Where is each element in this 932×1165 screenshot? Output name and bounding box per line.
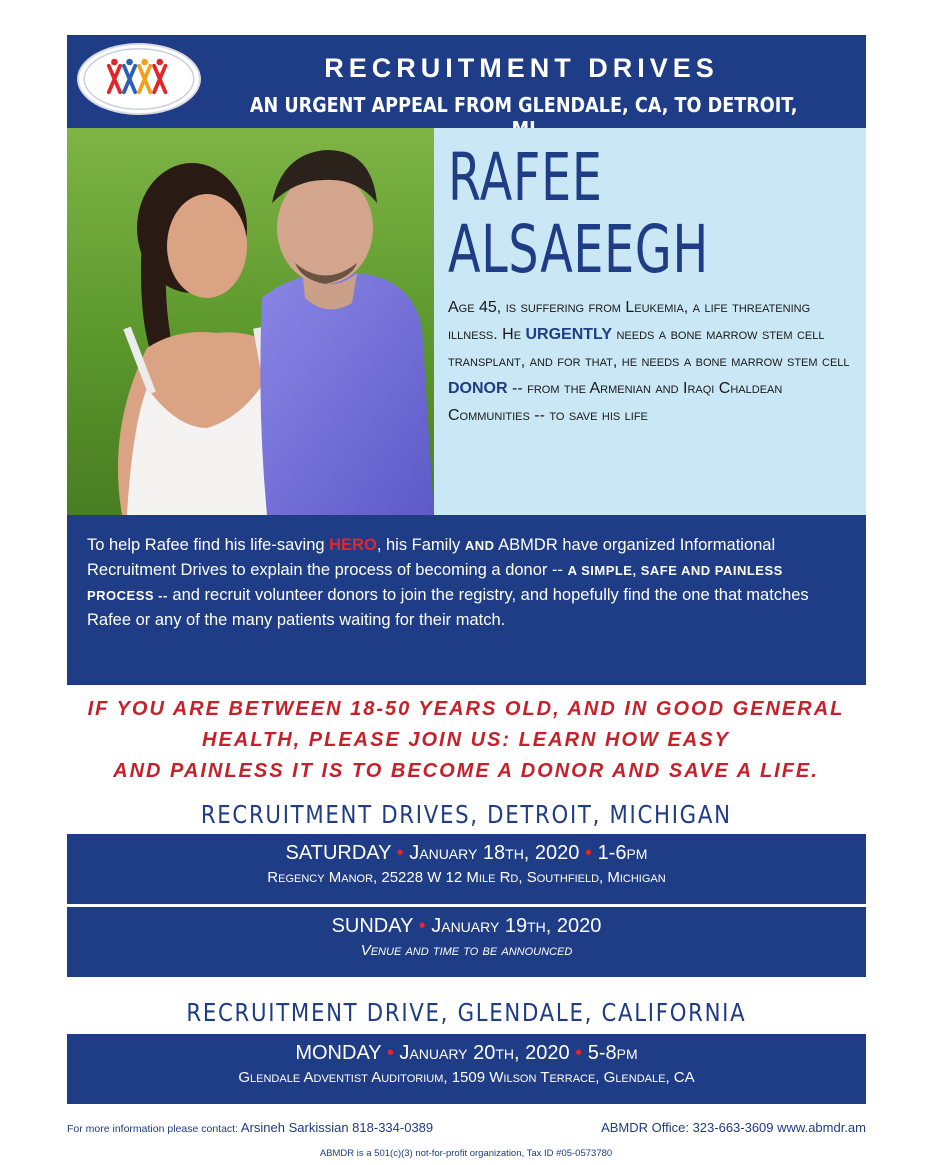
desc-text-3: -- from the Armenian and Iraqi Chaldean Communities -- to save his life xyxy=(448,380,783,424)
event-saturday-line xyxy=(67,842,866,865)
event-sunday xyxy=(67,907,866,977)
detroit-heading xyxy=(67,800,866,829)
patient-last-name: ALSAEEGH xyxy=(448,211,709,288)
desc-text-1: Age 45, is suffering from Leukemia, a life threatening illness. He xyxy=(448,299,811,343)
event-monday-line xyxy=(67,1042,866,1065)
patient-first-name: RAFEE xyxy=(448,139,603,216)
detroit-heading-text: RECRUITMENT DRIVES, DETROIT, MICHIGAN xyxy=(201,800,732,829)
glendale-heading xyxy=(67,998,866,1027)
bullet-icon: • xyxy=(396,842,404,864)
event-time: 1-6pm xyxy=(597,842,648,864)
event-date: January 18th, 2020 xyxy=(409,842,580,864)
appeal-line-2: HEALTH, PLEASE JOIN US: LEARN HOW EASY xyxy=(202,729,730,751)
appeal-paragraph xyxy=(67,515,866,685)
eligibility-appeal xyxy=(50,694,882,787)
event-day: SATURDAY xyxy=(285,842,392,864)
contact-info: Arsineh Sarkissian 818-334-0389 xyxy=(240,1120,434,1135)
appeal-text-2: , his Family xyxy=(376,536,465,554)
couple-photo xyxy=(67,128,434,515)
desc-text-2: needs a bone marrow stem cell transplant, and for that, he needs a bone marrow stem cell xyxy=(448,326,850,370)
event-day: MONDAY xyxy=(295,1042,382,1064)
bullet-icon: • xyxy=(575,1042,583,1064)
event-venue: Venue and time to be announced xyxy=(360,942,573,959)
event-sunday-line xyxy=(67,915,866,938)
header-title: RECRUITMENT DRIVES xyxy=(324,53,719,83)
event-time: 5-8pm xyxy=(587,1042,638,1064)
event-saturday xyxy=(67,834,866,904)
hero-emphasis: HERO xyxy=(329,536,377,554)
and-smallcaps: AND xyxy=(464,538,495,553)
header-banner xyxy=(67,35,866,128)
donor-emphasis: DONOR xyxy=(448,380,508,397)
bullet-icon: • xyxy=(418,915,426,937)
appeal-line-3: AND PAINLESS IT IS TO BECOME A DONOR AND SAVE A LIFE. xyxy=(113,760,819,782)
patient-info-panel xyxy=(434,128,866,515)
event-monday xyxy=(67,1034,866,1104)
event-date: January 20th, 2020 xyxy=(399,1042,570,1064)
appeal-text-4: and recruit volunteer donors to join the registry, and hopefully find the one that matches Rafee or any of the many patients waiting for their match. xyxy=(87,586,809,629)
appeal-text-1: To help Rafee find his life-saving xyxy=(87,536,330,554)
glendale-heading-text: RECRUITMENT DRIVE, GLENDALE, CALIFORNIA xyxy=(186,998,747,1027)
appeal-line-1: IF YOU ARE BETWEEN 18-50 YEARS OLD, AND IN GOOD GENERAL xyxy=(87,698,845,720)
event-day: SUNDAY xyxy=(331,915,414,937)
footer-tax-info: ABMDR is a 501(c)(3) not-for-profit organization, Tax ID #05-0573780 xyxy=(319,1148,613,1159)
event-venue: Glendale Adventist Auditorium, 1509 Wilson Terrace, Glendale, CA xyxy=(238,1069,695,1086)
event-venue: Regency Manor, 25228 W 12 Mile Rd, Southfield, Michigan xyxy=(267,869,666,886)
patient-name xyxy=(448,139,851,288)
event-date: January 19th, 2020 xyxy=(431,915,602,937)
bullet-icon: • xyxy=(584,842,592,864)
bullet-icon: • xyxy=(386,1042,394,1064)
footer-contact xyxy=(67,1120,433,1135)
patient-description xyxy=(448,294,850,429)
contact-label: For more information please contact: xyxy=(67,1123,238,1135)
process-emphasis: A SIMPLE, SAFE AND PAINLESS PROCESS -- xyxy=(87,563,783,603)
appeal-text-3: ABMDR have organized Informational Recruitment Drives to explain the process of becoming a donor -- xyxy=(87,536,776,579)
header-subtitle: AN URGENT APPEAL FROM GLENDALE, CA, TO DETROIT, xyxy=(249,93,798,117)
urgently-emphasis: URGENTLY xyxy=(525,326,613,343)
footer-office: ABMDR Office: 323-663-3609 www.abmdr.am xyxy=(601,1120,866,1135)
